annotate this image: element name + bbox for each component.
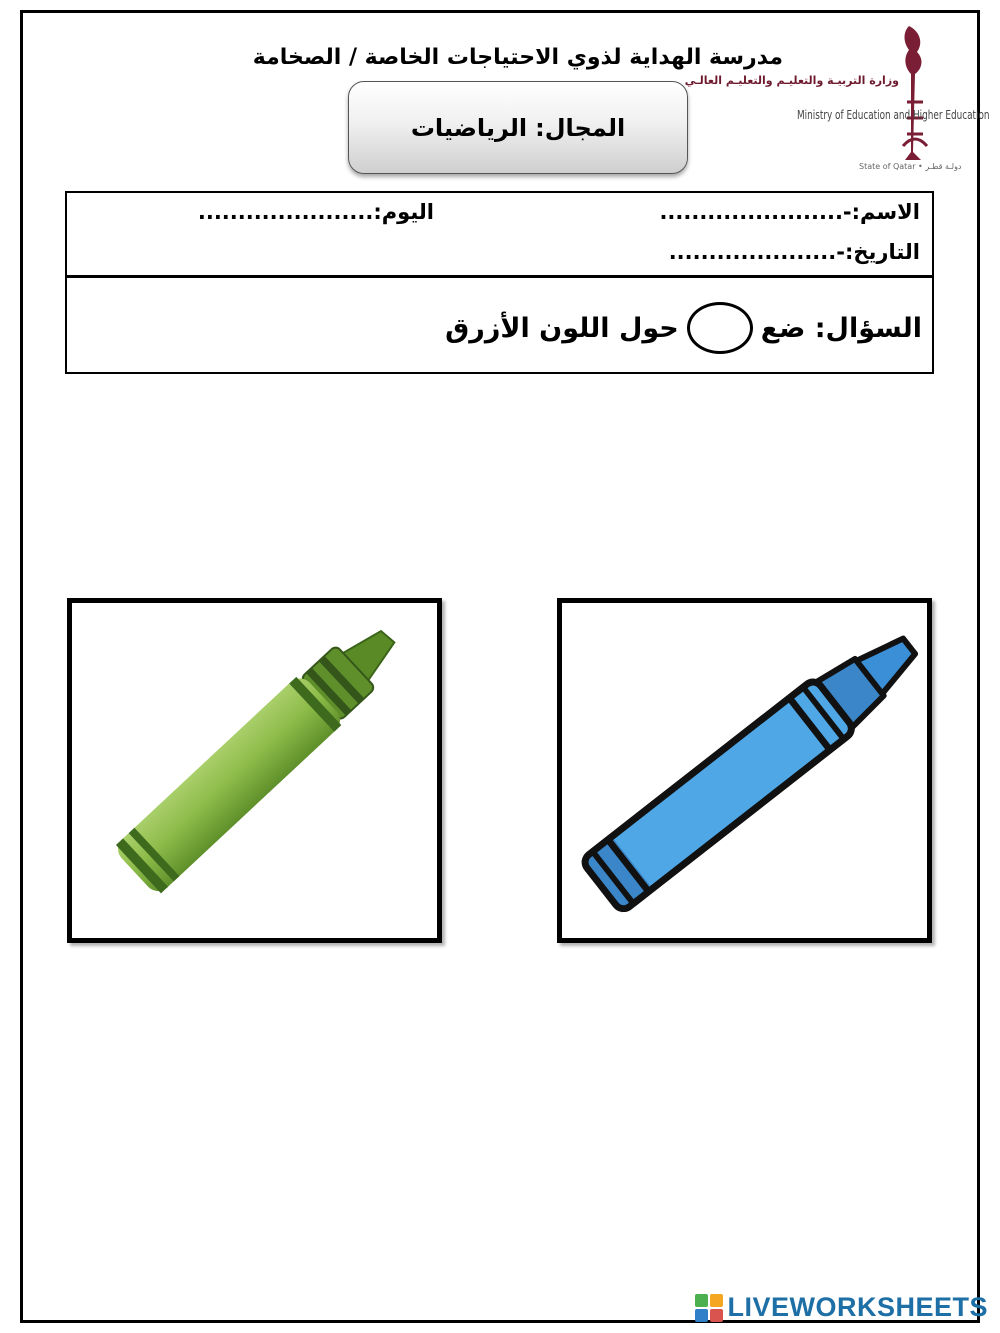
state-label: State of Qatar • دولـة قطـر bbox=[859, 162, 962, 171]
question-verb: ضع bbox=[760, 312, 806, 344]
ministry-logo bbox=[684, 22, 990, 171]
school-name: مدرسة الهداية لذوي الاحتياجات الخاصة / الصخامة bbox=[252, 45, 783, 70]
question-label: السؤال: bbox=[814, 312, 922, 344]
liveworksheets-watermark bbox=[695, 1292, 988, 1323]
table-divider bbox=[67, 275, 932, 278]
subject-value: الرياضيات bbox=[410, 113, 528, 142]
day-label: اليوم: bbox=[373, 200, 434, 224]
brand-text: LIVEWORKSHEETS bbox=[727, 1292, 988, 1322]
choice-green-crayon[interactable] bbox=[67, 598, 442, 943]
date-field[interactable] bbox=[669, 240, 920, 264]
emblem-icon bbox=[899, 22, 931, 160]
blue-crayon-icon bbox=[562, 603, 927, 938]
date-label: التاريخ:- bbox=[836, 240, 920, 264]
ministry-name-ar: وزارة التربيـة والتعليـم والتعليـم العالـي bbox=[684, 74, 899, 87]
liveworksheets-logo-icon bbox=[695, 1294, 723, 1322]
question-rest: حول اللون الأزرق bbox=[445, 312, 679, 344]
circle-icon bbox=[687, 302, 753, 354]
subject-box bbox=[348, 81, 688, 174]
green-crayon-icon bbox=[72, 603, 437, 938]
question-text bbox=[445, 302, 922, 354]
name-field[interactable] bbox=[659, 200, 920, 224]
subject-label: المجال: bbox=[535, 113, 626, 142]
ministry-name-en: Ministry of Education and Higher Education bbox=[797, 108, 990, 122]
date-dots: ..................... bbox=[668, 240, 837, 264]
name-dots: ....................... bbox=[659, 200, 843, 224]
day-field[interactable] bbox=[198, 200, 434, 224]
choice-blue-crayon[interactable] bbox=[557, 598, 932, 943]
name-label: الاسم:- bbox=[842, 200, 920, 224]
day-dots: ...................... bbox=[197, 200, 374, 224]
